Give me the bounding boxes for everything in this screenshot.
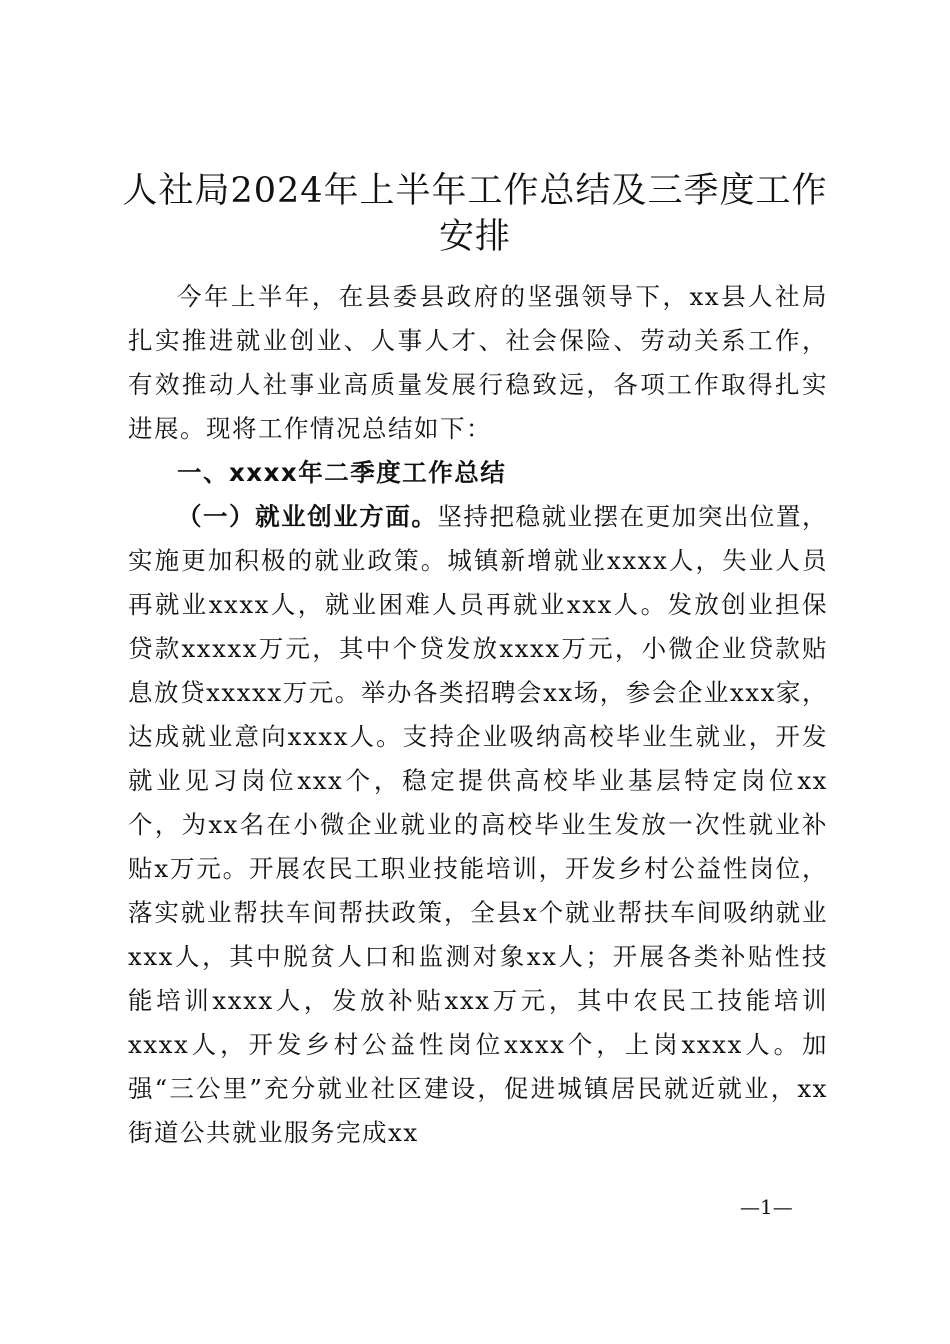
subsection-paragraph <box>128 495 828 1155</box>
page-number: —1— <box>740 1195 793 1219</box>
document-title: 人社局2024年上半年工作总结及三季度工作安排 <box>122 171 828 257</box>
subsection-lead: （一）就业创业方面。 <box>177 502 438 531</box>
intro-paragraph: 今年上半年，在县委县政府的坚强领导下，xx县人社局扎实推进就业创业、人事人才、社会保险、劳动关系工作，有效推动人社事业高质量发展行稳致远，各项工作取得扎实进展。现将工作情况总结如下： <box>128 282 828 443</box>
document-body <box>128 275 828 1155</box>
subsection-text: 坚持把稳就业摆在更加突出位置，实施更加积极的就业政策。城镇新增就业xxxx人，失业人员再就业xxxx人，就业困难人员再就业xxx人。发放创业担保贷款xxxxx万元，其中个贷发放xxxx万元，小微企业贷款贴息放贷xxxxx万元。举办各类招聘会xx场，参会企业xxx家，达成就业意向xxxx人。支持企业吸纳高校毕业生就业，开发就业见习岗位xxx个，稳定提供高校毕业基层特定岗位xx个，为xx名在小微企业就业的高校毕业生发放一次性就业补贴x万元。开展农民工职业技能培训，开发乡村公益性岗位，落实就业帮扶车间帮扶政策，全县x个就业帮扶车间吸纳就业xxx人，其中脱贫人口和监测对象xx人；开展各类补贴性技能培训xxxx人，发放补贴xxx万元，其中农民工技能培训xxxx人，开发乡村公益性岗位xxxx个，上岗xxxx人。加强“三公里”充分就业社区建设，促进城镇居民就近就业，xx街道公共就业服务完成xx <box>128 502 829 1147</box>
section-heading: 一、xxxx年二季度工作总结 <box>177 458 507 487</box>
